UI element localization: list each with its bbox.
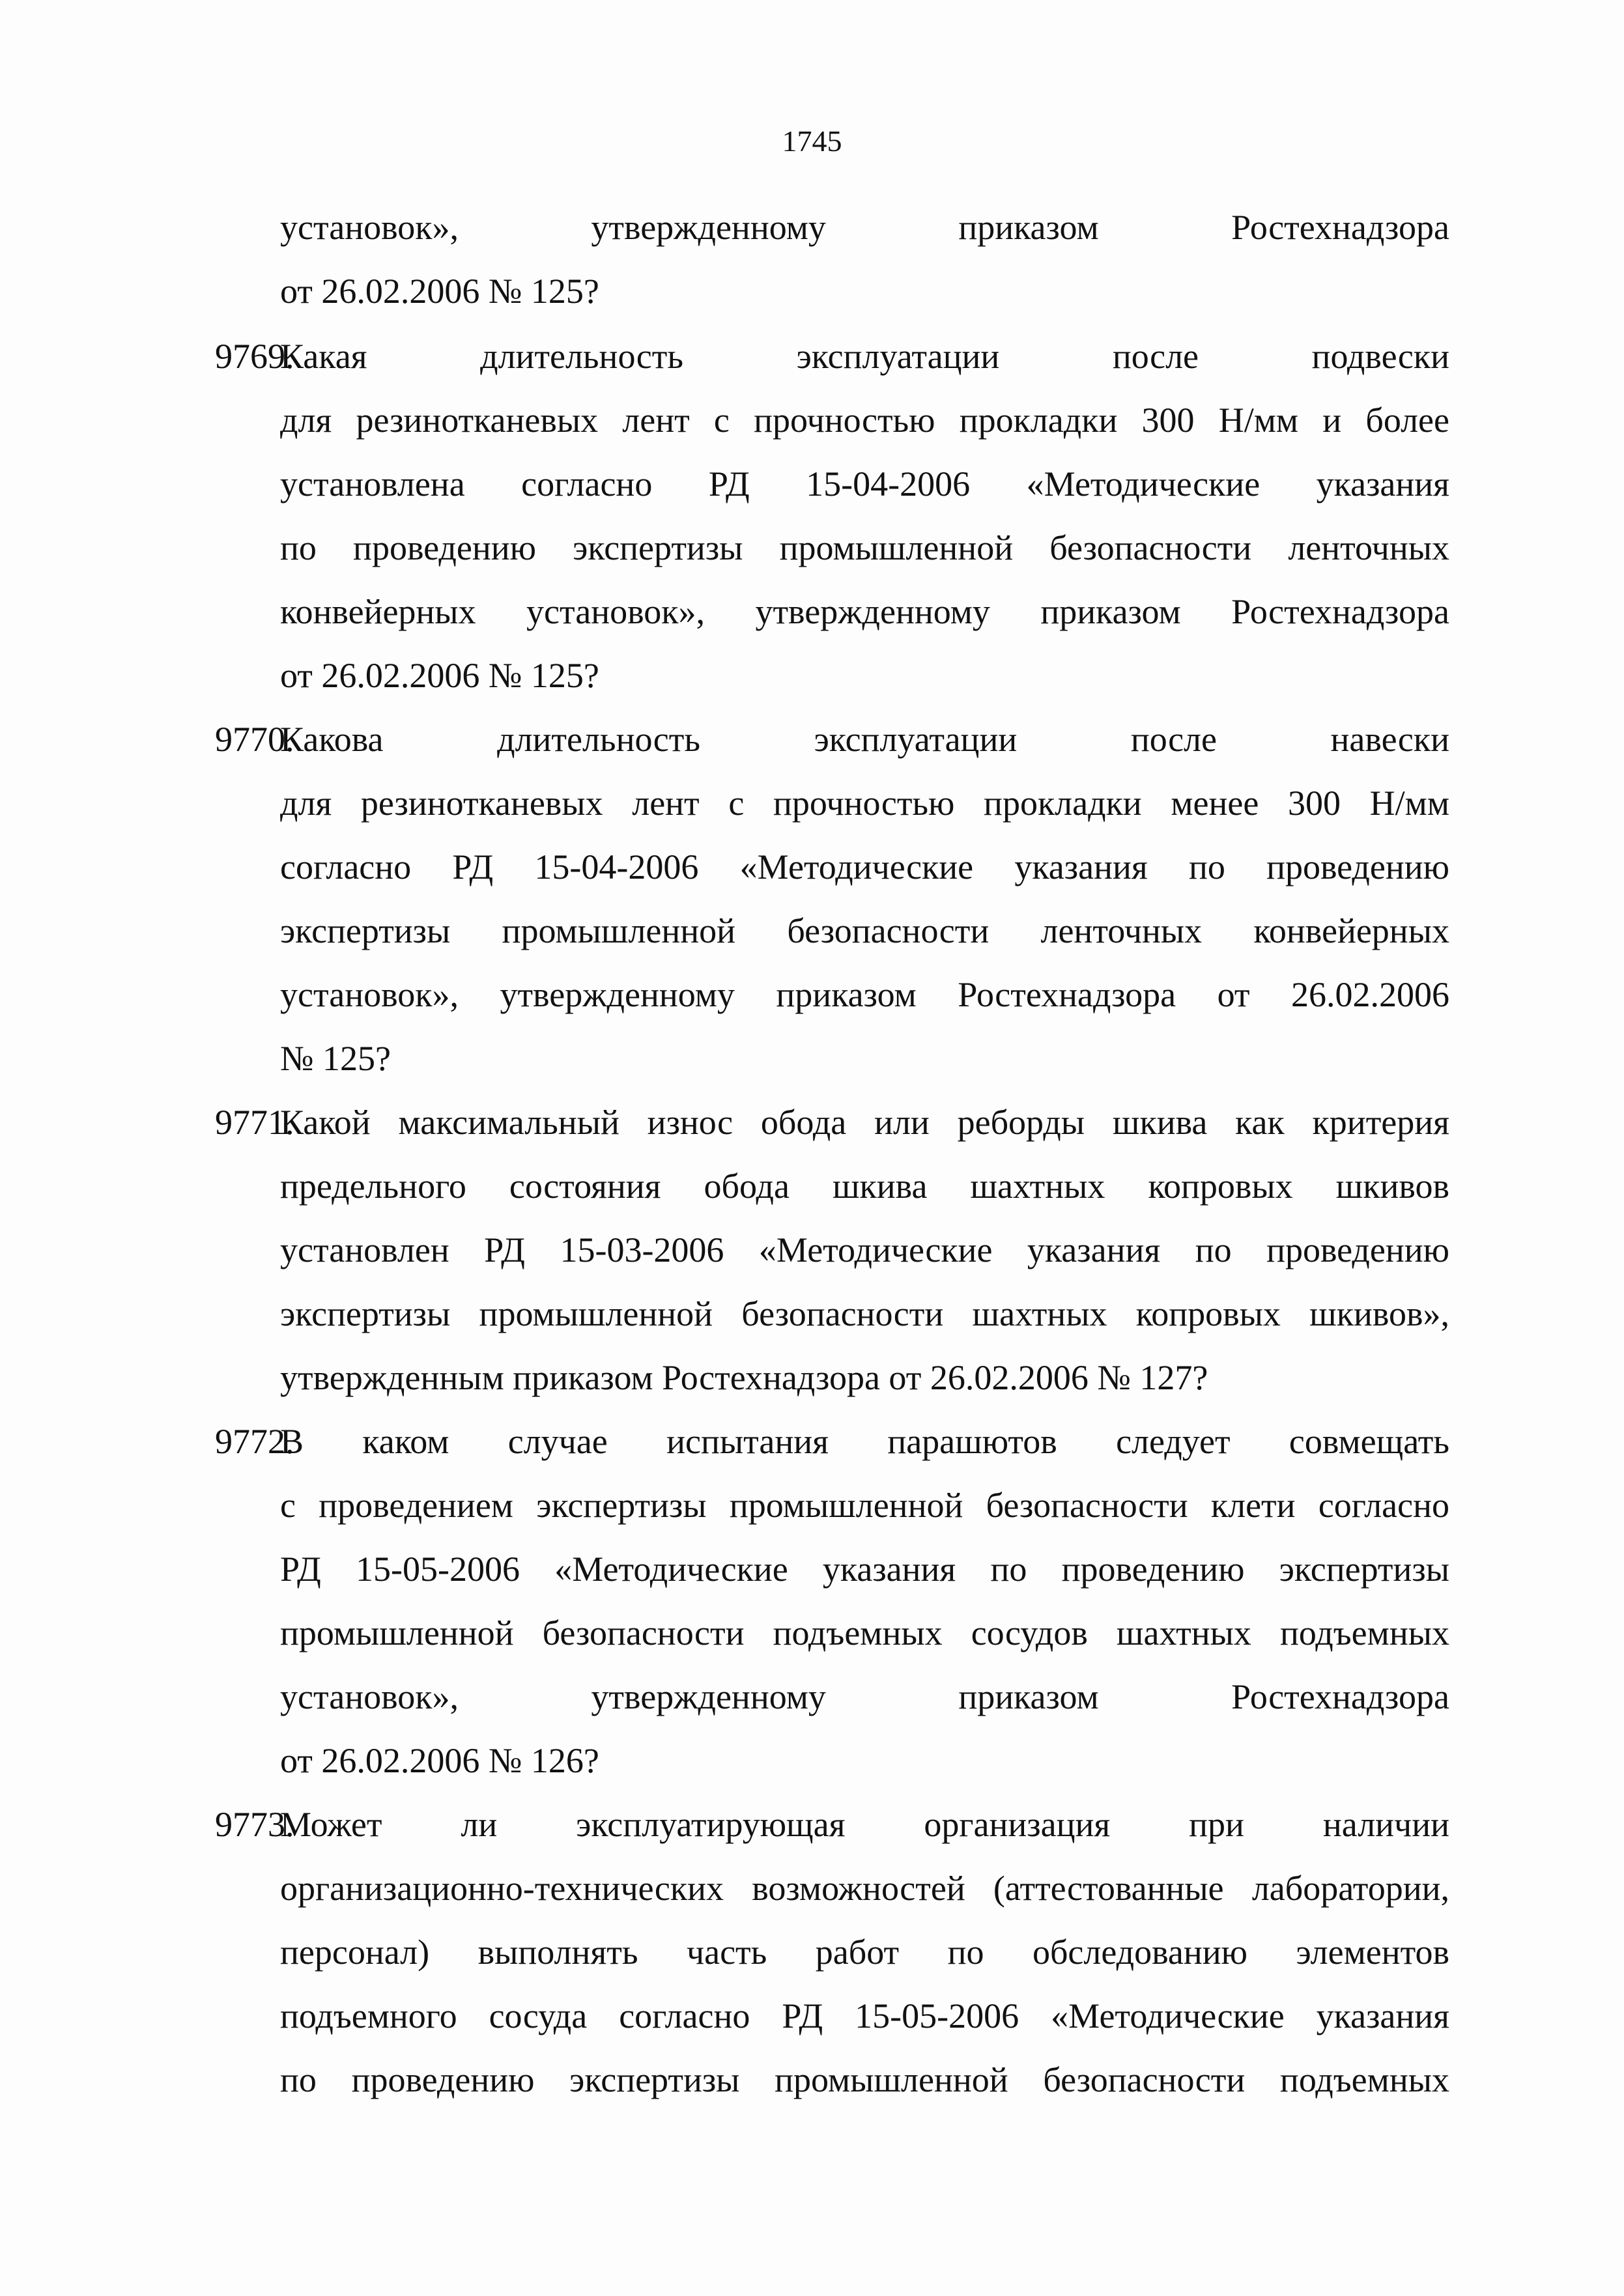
- page-number: 1745: [782, 124, 842, 158]
- text-line: экспертизы промышленной безопасности шахтных копровых шкивов»,: [280, 1294, 1449, 1333]
- text-line: от 26.02.2006 № 125?: [280, 272, 599, 311]
- question-list: [215, 195, 1449, 2112]
- text-line: установок», утвержденному приказом Ростехнадзора: [280, 208, 1449, 247]
- text-line: от 26.02.2006 № 125?: [280, 656, 599, 695]
- text-line: РД 15-05-2006 «Методические указания по проведению экспертизы: [280, 1550, 1449, 1589]
- text-line: от 26.02.2006 № 126?: [280, 1741, 599, 1780]
- question-number: 9773.: [215, 1805, 294, 1844]
- text-line: установок», утвержденному приказом Ростехнадзора: [280, 1677, 1449, 1716]
- text-line: Какова длительность эксплуатации после навески: [280, 720, 1449, 759]
- question-number: 9771.: [215, 1103, 294, 1142]
- question-number: 9772.: [215, 1422, 294, 1461]
- text-line: для резинотканевых лент с прочностью прокладки менее 300 Н/мм: [280, 784, 1449, 823]
- text-line: утвержденным приказом Ростехнадзора от 26.02.2006 № 127?: [280, 1358, 1208, 1397]
- text-line: промышленной безопасности подъемных сосудов шахтных подъемных: [280, 1613, 1449, 1652]
- text-line: для резинотканевых лент с прочностью прокладки 300 Н/мм и более: [280, 401, 1449, 440]
- question-number: 9769.: [215, 337, 294, 376]
- text-line: по проведению экспертизы промышленной безопасности подъемных: [280, 2060, 1449, 2099]
- text-line: установлена согласно РД 15-04-2006 «Методические указания: [280, 464, 1449, 503]
- text-line: предельного состояния обода шкива шахтных копровых шкивов: [280, 1167, 1449, 1206]
- text-line: установок», утвержденному приказом Ростехнадзора от 26.02.2006: [280, 975, 1449, 1014]
- question-item-9771: [215, 1090, 1449, 1410]
- text-line: установлен РД 15-03-2006 «Методические указания по проведению: [280, 1230, 1449, 1269]
- text-line: согласно РД 15-04-2006 «Методические указания по проведению: [280, 847, 1449, 886]
- question-number: 9770.: [215, 720, 294, 759]
- text-line: по проведению экспертизы промышленной безопасности ленточных: [280, 528, 1449, 567]
- text-line: конвейерных установок», утвержденному приказом Ростехнадзора: [280, 592, 1449, 631]
- text-line: Какая длительность эксплуатации после подвески: [280, 337, 1449, 376]
- question-item-9773: [215, 1793, 1449, 2112]
- text-line: Может ли эксплуатирующая организация при наличии: [280, 1805, 1449, 1844]
- text-line: организационно-технических возможностей (аттестованные лаборатории,: [280, 1869, 1449, 1908]
- text-line: экспертизы промышленной безопасности ленточных конвейерных: [280, 911, 1449, 950]
- continuation-text: [280, 195, 1449, 323]
- question-item-9772: [215, 1410, 1449, 1793]
- text-line: подъемного сосуда согласно РД 15-05-2006 «Методические указания: [280, 1996, 1449, 2035]
- text-line: с проведением экспертизы промышленной безопасности клети согласно: [280, 1486, 1449, 1525]
- text-line: В каком случае испытания парашютов следует совмещать: [280, 1422, 1449, 1461]
- text-line: Какой максимальный износ обода или реборды шкива как критерия: [280, 1103, 1449, 1142]
- question-item-9770: [215, 707, 1449, 1090]
- question-item-9769: [215, 324, 1449, 707]
- text-line: персонал) выполнять часть работ по обследованию элементов: [280, 1933, 1449, 1972]
- text-line: № 125?: [280, 1039, 391, 1078]
